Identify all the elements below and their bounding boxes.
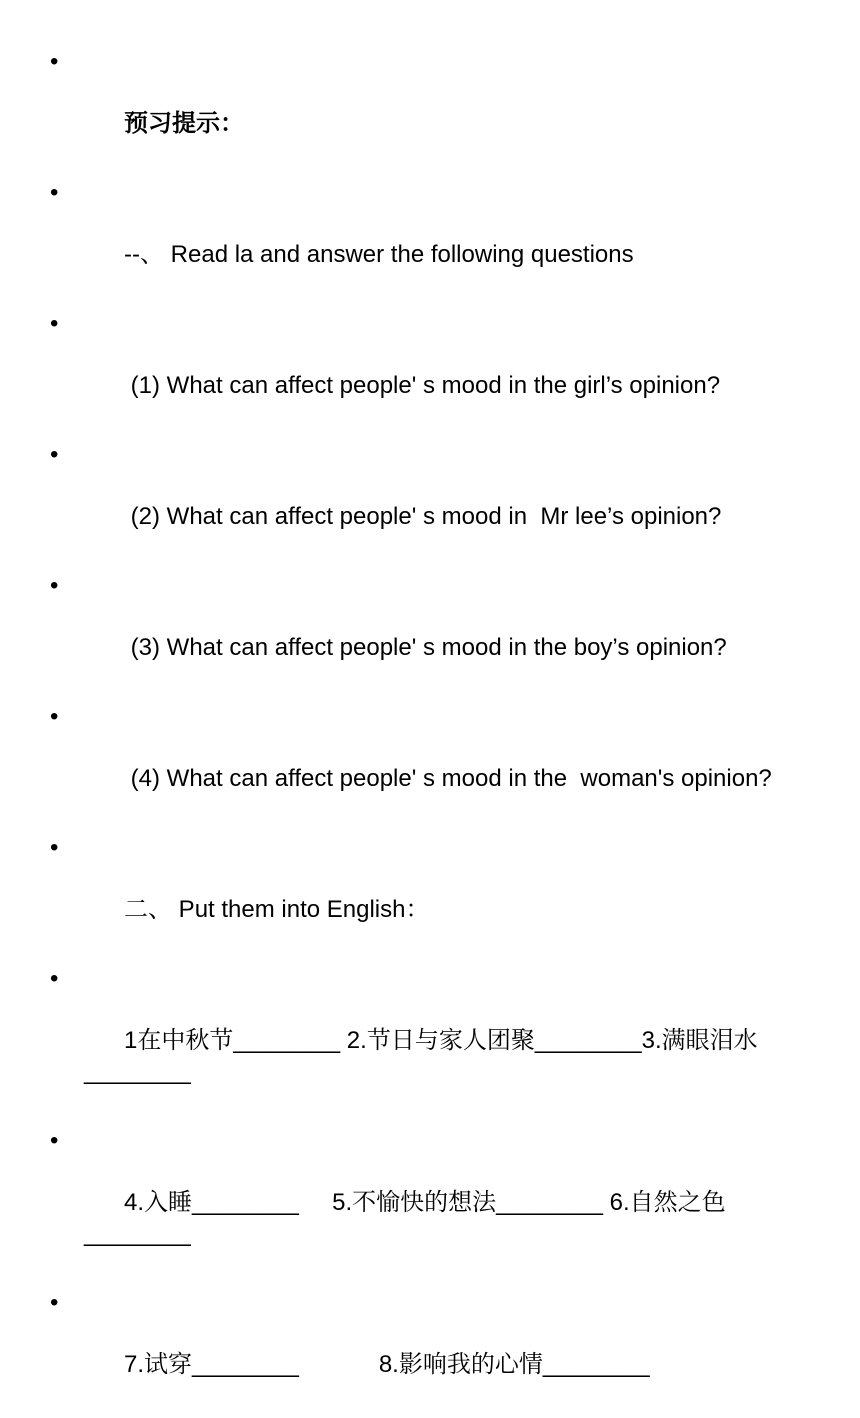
bullet-dot-icon: • (50, 965, 59, 992)
bullet-item-question-4 (50, 701, 825, 825)
bullet-item-question-2 (50, 439, 825, 563)
bullet-dot-icon: • (50, 310, 59, 337)
bullet-list (50, 46, 825, 1418)
bullet-item-translation-7-8 (50, 1287, 825, 1411)
bullet-dot-icon: • (50, 1289, 59, 1316)
bullet-item-task-one (50, 177, 825, 301)
bullet-dot-icon: • (50, 572, 59, 599)
bullet-item-question-3 (50, 570, 825, 694)
question-4-text: (4) What can affect people' s mood in the woman's opinion? (124, 765, 772, 792)
question-1-text: (1) What can affect people' s mood in the girl’s opinion? (124, 372, 721, 399)
bullet-dot-icon: • (50, 441, 59, 468)
bullet-item-preview-tips (50, 46, 825, 170)
question-2-text: (2) What can affect people' s mood in Mr lee’s opinion? (124, 503, 722, 530)
translation-4-6-text: 4.入睡________ 5.不愉快的想法________ 6.自然之色________ (84, 1189, 726, 1247)
translation-1-3-text: 1在中秋节________ 2.节日与家人团聚________3.满眼泪水________ (84, 1027, 758, 1085)
question-3-text: (3) What can affect people' s mood in the boy’s opinion? (124, 634, 727, 661)
translation-7-8-text: 7.试穿________ 8.影响我的心情________ (124, 1351, 650, 1378)
bullet-item-task-two (50, 832, 825, 956)
bullet-dot-icon: • (50, 1127, 59, 1154)
bullet-item-translation-1-3 (50, 963, 825, 1118)
preview-tips-heading: 预习提示： (124, 110, 245, 137)
bullet-dot-icon: • (50, 179, 59, 206)
task-two-instruction: 二、 Put them into English： (124, 896, 430, 923)
bullet-item-translation-4-6 (50, 1125, 825, 1280)
bullet-dot-icon: • (50, 48, 59, 75)
bullet-item-question-1 (50, 308, 825, 432)
bullet-dot-icon: • (50, 703, 59, 730)
task-one-instruction: --、 Read la and answer the following questions (124, 241, 634, 268)
bullet-dot-icon: • (50, 834, 59, 861)
